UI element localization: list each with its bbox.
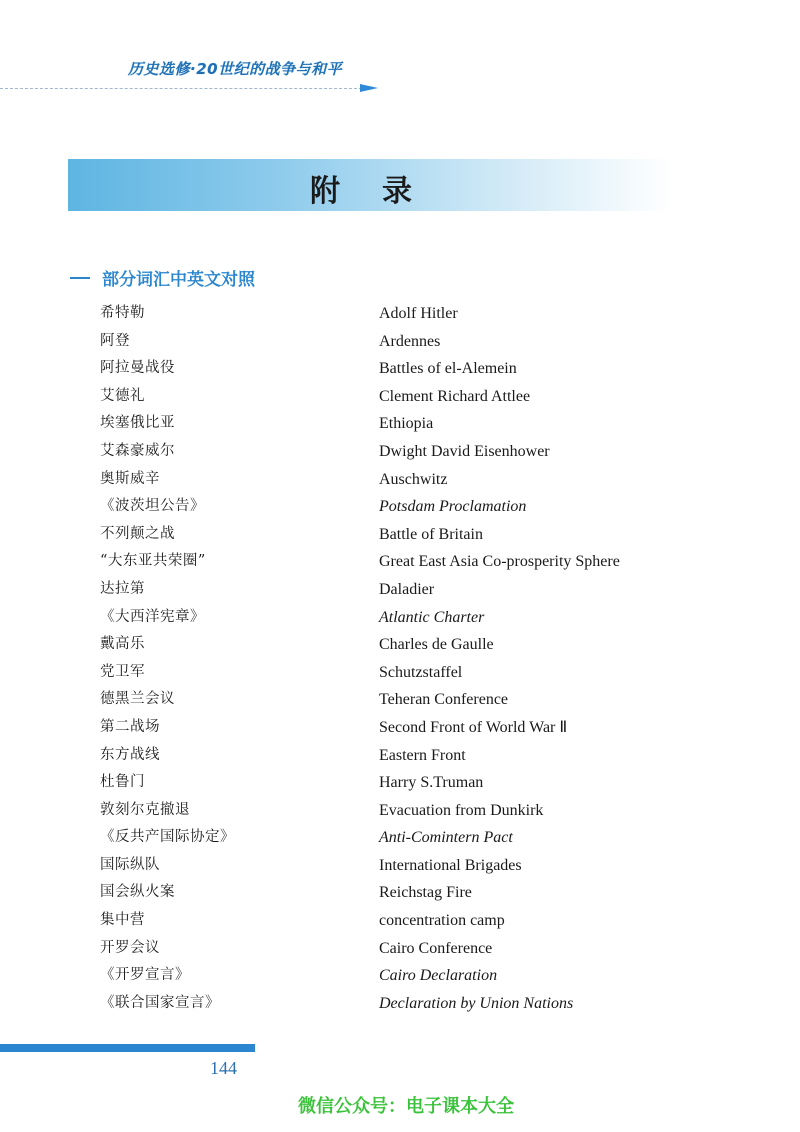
glossary-term-zh: 达拉第 — [100, 580, 145, 597]
glossary-term-zh: 《大西洋宪章》 — [100, 608, 205, 625]
glossary-term-en: Cairo Declaration — [379, 967, 498, 985]
glossary-term-zh: 开罗会议 — [100, 939, 160, 956]
glossary-term-en: Evacuation from Dunkirk — [379, 801, 544, 819]
glossary-term-zh: 埃塞俄比亚 — [100, 415, 175, 432]
glossary-term-zh: 不列颠之战 — [100, 525, 175, 542]
glossary-term-zh: 党卫军 — [100, 663, 145, 680]
glossary-term-en: Eastern Front — [379, 746, 466, 764]
glossary-row — [100, 493, 700, 521]
section-title: 部分词汇中英文对照 — [102, 270, 255, 290]
glossary-term-zh: 杜鲁门 — [100, 774, 145, 791]
glossary-term-en: Daladier — [379, 580, 435, 598]
glossary-term-en: Ardennes — [379, 332, 441, 350]
glossary-row — [100, 962, 700, 990]
glossary-term-en: Anti-Comintern Pact — [379, 829, 513, 847]
glossary-row — [100, 797, 700, 825]
glossary-row — [100, 631, 700, 659]
glossary-term-en: Great East Asia Co-prosperity Sphere — [379, 553, 620, 571]
glossary-term-en: Charles de Gaulle — [379, 636, 494, 654]
glossary-row — [100, 300, 700, 328]
section-number-text — [70, 277, 71, 278]
glossary-term-zh: 艾森豪威尔 — [100, 442, 175, 459]
glossary-row — [100, 769, 700, 797]
glossary-row — [100, 742, 700, 770]
glossary-row — [100, 576, 700, 604]
glossary-term-en: Harry S.Truman — [379, 774, 484, 792]
glossary-row — [100, 852, 700, 880]
glossary-term-en: Schutzstaffel — [379, 663, 463, 681]
glossary-term-zh: 奥斯威辛 — [100, 470, 160, 487]
glossary-term-en: Dwight David Eisenhower — [379, 442, 550, 460]
glossary-row — [100, 907, 700, 935]
glossary-term-zh: 国际纵队 — [100, 856, 160, 873]
glossary-row — [100, 466, 700, 494]
section-number — [70, 277, 90, 279]
glossary-term-en: Battles of el-Alemein — [379, 360, 517, 378]
glossary-row — [100, 990, 700, 1018]
book-series-title: 历史选修·20世纪的战争与和平 — [128, 60, 343, 78]
glossary-term-en: Auschwitz — [379, 470, 448, 488]
glossary-row — [100, 935, 700, 963]
glossary-row — [100, 355, 700, 383]
glossary-term-en: Declaration by Union Nations — [379, 994, 574, 1012]
glossary-term-zh: 戴高乐 — [100, 636, 145, 653]
glossary-term-en: Cairo Conference — [379, 939, 493, 957]
glossary-term-zh: 《开罗宣言》 — [100, 967, 190, 984]
glossary-row — [100, 659, 700, 687]
glossary-term-en: concentration camp — [379, 912, 505, 930]
glossary-term-en: Potsdam Proclamation — [379, 498, 527, 516]
glossary-term-en: Teheran Conference — [379, 691, 509, 709]
glossary-term-zh: 东方战线 — [100, 746, 160, 763]
glossary-term-zh: 阿拉曼战役 — [100, 360, 175, 377]
glossary-list — [100, 300, 700, 1017]
glossary-term-zh: 希特勒 — [100, 305, 145, 321]
page-title: 附录 — [310, 174, 454, 209]
glossary-row — [100, 410, 700, 438]
glossary-row — [100, 824, 700, 852]
glossary-row — [100, 686, 700, 714]
glossary-term-en: International Brigades — [379, 856, 522, 874]
glossary-term-zh: 阿登 — [100, 332, 130, 349]
glossary-row — [100, 438, 700, 466]
glossary-term-en: Battle of Britain — [379, 525, 483, 543]
glossary-term-zh: 敦刻尔克撤退 — [100, 801, 190, 818]
glossary-term-en: Clement Richard Attlee — [379, 387, 531, 405]
glossary-term-zh: 艾德礼 — [100, 387, 145, 404]
glossary-row — [100, 521, 700, 549]
glossary-term-en: Ethiopia — [379, 415, 434, 433]
header-dashed-rule — [0, 88, 372, 89]
glossary-term-zh: 《联合国家宣言》 — [100, 994, 220, 1011]
glossary-row — [100, 383, 700, 411]
glossary-row — [100, 548, 700, 576]
header-arrow-icon — [360, 84, 378, 92]
page-number: 144 — [210, 1058, 237, 1078]
glossary-term-zh: 《反共产国际协定》 — [100, 829, 235, 846]
section-heading — [70, 265, 255, 290]
glossary-term-zh: “大东亚共荣圈” — [100, 553, 206, 570]
glossary-row — [100, 328, 700, 356]
glossary-term-en: Reichstag Fire — [379, 884, 472, 902]
glossary-term-zh: 德黑兰会议 — [100, 691, 175, 708]
glossary-row — [100, 879, 700, 907]
footer-bar — [0, 1044, 255, 1052]
glossary-row — [100, 714, 700, 742]
glossary-term-zh: 国会纵火案 — [100, 884, 175, 901]
glossary-term-zh: 《波茨坦公告》 — [100, 498, 205, 515]
glossary-term-en: Second Front of World War Ⅱ — [379, 718, 568, 736]
glossary-term-en: Adolf Hitler — [379, 305, 458, 322]
glossary-term-zh: 集中营 — [100, 912, 145, 929]
watermark: 微信公众号：电子课本大全 — [298, 1096, 514, 1117]
glossary-term-en: Atlantic Charter — [379, 608, 485, 626]
glossary-term-zh: 第二战场 — [100, 718, 160, 735]
glossary-row — [100, 604, 700, 632]
